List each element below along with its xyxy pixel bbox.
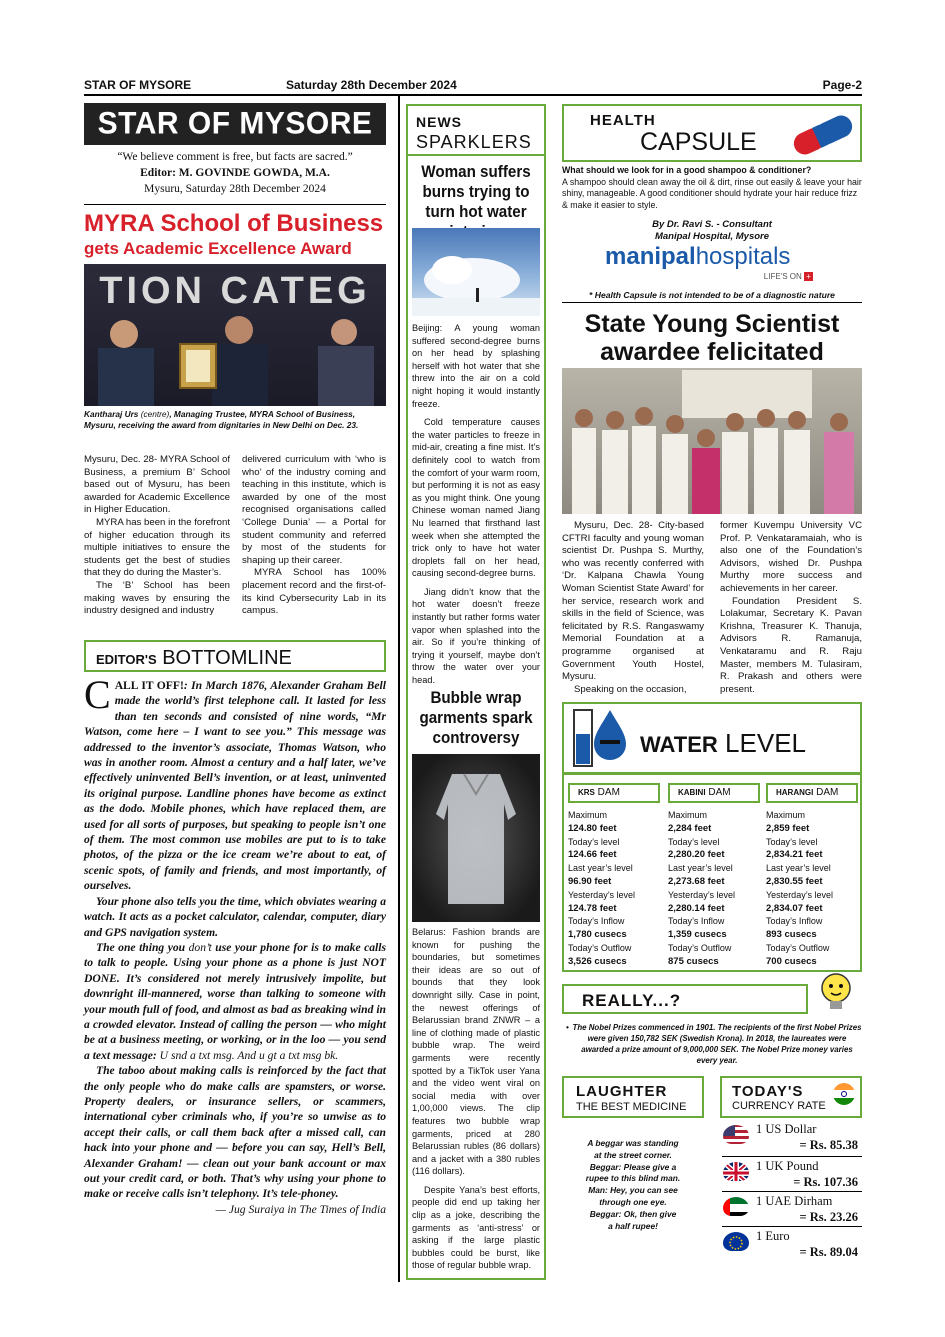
bullet-icon: • <box>566 1023 569 1032</box>
lightbulb-icon <box>814 970 858 1020</box>
rate-aed: 1 UAE Dirham = Rs. 23.26 <box>722 1192 862 1227</box>
header-date: Saturday 28th December 2024 <box>286 78 457 92</box>
mist-figure <box>412 228 540 316</box>
header-paper-name: STAR OF MYSORE <box>84 78 192 92</box>
three-men-figure <box>84 264 386 406</box>
garment-figure <box>412 754 540 922</box>
masthead-motto: “We believe comment is free, but facts are sacred.” <box>117 151 353 163</box>
photo-backdrop-text: TION CATEG <box>99 270 371 312</box>
news-sparklers-label: NEWS SPARKLERS <box>406 104 546 156</box>
myra-column-1: Mysuru, Dec. 28- MYRA School of Business, a premium B’ School based out of Mysuru, has been awarded for Academic Excellence in Higher Education. MYRA has been in the forefront of higher education through its multiple initiatives to ensure the students get the best of studies that they do during the Master’s. The ‘B’ School has been making waves by ensuring the industry designed and industry <box>84 454 230 617</box>
myra-column-2: delivered curriculum with ‘who is who’ of the industry coming and teaching in this institute, which is awarded by one of the most recognised organisations called ‘College Dunia’ — a Portal for student community and referred by most of the students for shaping up their career. MYRA School has 100% placement record and the first-of-its kind Cybersecurity Lab in its campus. <box>242 454 386 617</box>
manipal-hospitals-logo: manipalhospitals LIFE'S ON + <box>605 244 845 284</box>
laughter-label-box: LAUGHTER THE BEST MEDICINE <box>562 1076 704 1118</box>
editors-bottomline-label: EDITOR'S BOTTOMLINE <box>84 640 386 672</box>
page-header-bar <box>84 78 862 96</box>
dam-kabini: KABINI DAM Maximum 2,284 feet Today’s level 2,280.20 feet Last year’s level 2,273.68 feet Yesterday’s level 2,280.14 feet Today’s Inflow 1,359 cusecs Today’s Outflow 875 cusecs <box>668 783 760 969</box>
myra-award-photo <box>84 264 386 406</box>
group-people-figure <box>562 368 862 514</box>
masthead-dateline: Mysuru, Saturday 28th December 2024 <box>144 183 326 195</box>
eu-flag-icon <box>722 1231 750 1251</box>
uae-flag-icon <box>722 1196 750 1216</box>
editorial-credit: — Jug Suraiya in The Times of India <box>215 1202 386 1216</box>
health-question: What should we look for in a good shampoo & conditioner? <box>562 165 812 175</box>
news-story-1: Beijing: A young woman suffered second-degree burns on her head by splashing herself with hot water that she threw into the air on a cold night hoping it would instantly freeze. Cold temperature causes the water particles to freeze in mid-air, creating a fine mist. It’s definitely cool to watch from the comfort of your warm room, but performing it is not as easy as you might think. One young Chinese woman named Jiang Nu learned that firsthand last week when she attempted the trick only to have hot water droplets fall on her head, causing second-degree burns. Jiang didn’t know that the hot water doesn’t freeze instantly but rather forms water vapor when splashed into the air. So if you’re thinking of trying it yourself, maybe don’t throw the water over your head. <box>412 323 540 686</box>
myra-headline-1: MYRA School of Business <box>84 210 384 237</box>
currency-label-box: TODAY'S CURRENCY RATE <box>720 1076 862 1118</box>
felicitation-photo <box>562 368 862 514</box>
drop-cap: C <box>84 672 111 717</box>
health-byline: By Dr. Ravi S. - Consultant Manipal Hospital, Mysore <box>652 219 772 242</box>
editorial-body: CALL IT OFF!: In March 1876, Alexander Graham Bell made the world’s first telephone call. It lasted for less than ten seconds and consisted of nine words, “Mr Watson, come here – I want to see you.” This message was addressed to the inventor’s associate, Thomas Watson, who was in another room. Almost a century and a half later, we’ve effectively uninvented Bell’s invention, or at least, uninvented its original purpose. Landline phones have become as extinct as the dodo. Mobile phones, which have replaced them, are used for all sorts of purposes, but speaking to people isn’t one of them. The most common use mobiles are put to is to take photos, of the pizza or the ice cream we’re about to eat, of scenic spots, of family and friends, and most importantly, of ourselves. Your phone also tells you the time, which obviates wearing a watch. It acts as a pocket calculator, calendar, computer, diary and GPS navigation system. The one thing you don’t use your phone for is to make calls to talk to people. Using your phone as a phone is just NOT DONE. It’s considered not merely intrusively impolite, but downright ill-mannered, worse than talking to someone with your mouth full of food, and almost as bad as breaking wind in a crowded elevator. Instead of calling the person — who might be at a business meeting, or working, or in the loo — you send a text message: U snd a txt msg. And u gt a txt msg bk. The taboo about making calls is reinforced by the fact that the only people who do make calls are spamsters, or worse. Property dealers, or insurance sellers, or scammers, international cyber criminals who, if you’re so unwise as to accept their calls, or call them back after a missed call, can hack into your phone and — before you can say, Hell’s Bell, Alexander Graham! — clean out your bank account or max out your credit card, or both. That’s why using your phone to make or receive calls isn’t telephony. It’s tele-phoney. — Jug Suraiya in The Times of India <box>84 672 386 1216</box>
scientist-column-1: Mysuru, Dec. 28- City-based CFTRI faculty and young woman scientist Dr. Pushpa S. Murthy, who was recently conferred with ‘Dr. Kalpana Chawla Young Woman Scientist State Award’ for her service, research work and skills in the field of Science, was felicitated by R.S. Rangaswamy Memorial Foundation at a programme organised at Government Youth Hostel, Mysuru. Speaking on the occasion, <box>562 520 704 695</box>
health-disclaimer: * Health Capsule is not intended to be of a diagnostic nature <box>589 290 835 300</box>
frozen-mist-photo <box>412 228 540 316</box>
news-story-2: Belarus: Fashion brands are known for pushing the boundaries, but sometimes their ideas are so out of bounds that they look downright silly. Case in point, the newest offerings of Belarussian brand ZNWR – a line of clothing made of plastic bubble wrap. The weird garments were recently spotted by a TikTok user Yana and the video went viral on social media with over 1,00,000 views. The clip features two bubble wrap garments, priced at 280 Belarussian rubles (86 dollars) and a jacket with a 380 rubles (116 dollars). Despite Yana’s best efforts, people did end up taking her clip as a joke, describing the garments as ‘anti-stress’ or asking if the large plastic bubbles could be burst, like those of regular bubble wrap. <box>412 927 540 1271</box>
news-headline-2: Bubble wrap garments spark controversy <box>419 689 533 747</box>
rate-usd: 1 US Dollar = Rs. 85.38 <box>722 1122 862 1157</box>
scientist-headline: State Young Scientist awardee felicitated <box>584 310 840 366</box>
water-drop-gauge-icon <box>568 704 628 772</box>
scientist-column-2: former Kuvempu University VC Prof. P. Venkataramaiah, who is also one of the Foundation’s Advisors, wished Dr. Pushpa Murthy more success and achievements in her career. Foundation President S. Lolakumar, Secretary K. Pavan Krishna, Treasurer K. Thanuja, Advisors R. Ramanuja, Venkataramu and R. Raju Master, members M. Tulasiram, R. Prakash and others were present. <box>720 520 862 695</box>
divider <box>562 772 862 775</box>
masthead-title: STAR OF MYSORE <box>84 103 386 145</box>
myra-headline <box>84 210 386 260</box>
masthead-block <box>84 149 386 197</box>
water-level-label: WATER LEVEL <box>640 728 806 758</box>
laughter-joke: A beggar was standing at the street corner. Beggar: Please give a rupee to this blind man. Man: Hey, you can see through one eye. Beggar: Ok, then give a half rupee! <box>585 1138 681 1231</box>
bubble-wrap-garment-photo <box>412 754 540 922</box>
header-page-number: Page-2 <box>822 78 862 92</box>
divider <box>84 204 386 205</box>
uk-flag-icon <box>722 1161 750 1181</box>
divider <box>562 302 862 303</box>
currency-rates <box>722 1122 862 1261</box>
dam-krs: KRS DAM Maximum 124.80 feet Today’s level 124.66 feet Last year’s level 96.90 feet Yesterday’s level 124.78 feet Today’s Inflow 1,780 cusecs Today’s Outflow 3,526 cusecs <box>568 783 660 969</box>
column-divider <box>398 96 400 1282</box>
really-label-box: REALLY...? <box>562 984 808 1014</box>
health-text <box>562 165 862 211</box>
myra-caption: Kantharaj Urs (centre), Managing Trustee, MYRA School of Business, Mysuru, receiving the award from dignitaries in New Delhi on Dec. 23. <box>84 409 359 430</box>
capsule-pill-icon <box>786 110 860 160</box>
health-answer: A shampoo should clean away the oil & dirt, rinse out easily & leave your hair shiny, manageable. A good conditioner should hydrate your hair reduce frizz & make it easier to style. <box>562 176 862 210</box>
myra-headline-2: gets Academic Excellence Award <box>84 239 352 258</box>
us-flag-icon <box>722 1124 750 1144</box>
india-flag-icon <box>832 1082 856 1106</box>
news-headline-1: Woman suffers burns trying to turn hot water <box>421 163 531 221</box>
rate-eur: 1 Euro = Rs. 89.04 <box>722 1227 862 1261</box>
health-capsule-label: HEALTH CAPSULE <box>562 104 862 162</box>
really-text: • The Nobel Prizes commenced in 1901. The recipients of the first Nobel Prizes were given 150,782 SEK (Swedish Krona). In 2018, the laureates were awarded a prize amount of 9,000,000 SEK. The Nobel Prize money varies every year. <box>566 1023 862 1065</box>
dam-harangi: HARANGI DAM Maximum 2,859 feet Today’s level 2,834.21 feet Last year’s level 2,830.55 feet Yesterday’s level 2,834.07 feet Today’s Inflow 893 cusecs Today’s Outflow 700 cusecs <box>766 783 858 969</box>
rate-gbp: 1 UK Pound = Rs. 107.36 <box>722 1157 862 1192</box>
masthead-editor: Editor: M. GOVINDE GOWDA, M.A. <box>140 167 330 179</box>
